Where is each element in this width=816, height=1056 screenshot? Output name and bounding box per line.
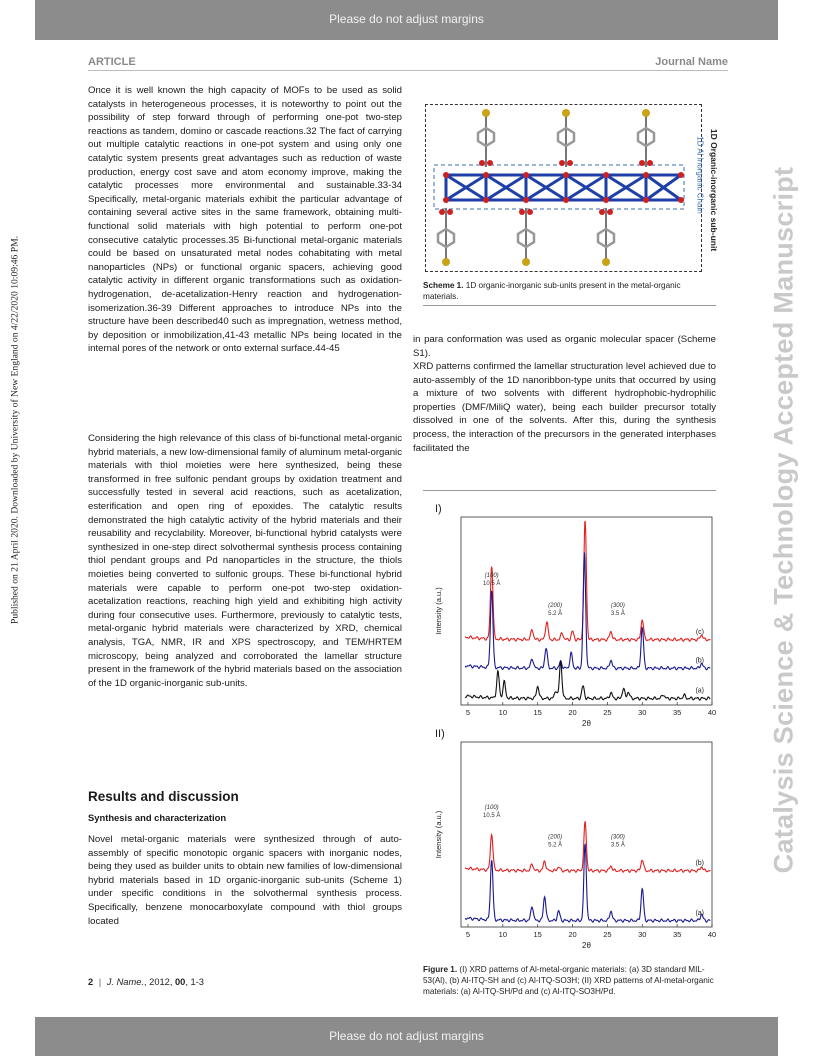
footer-page-number: 2: [88, 977, 94, 987]
intro-paragraph-2: [88, 432, 402, 690]
oxygen-atom: [647, 160, 653, 166]
oxygen-atom: [563, 172, 569, 178]
intro-paragraph-1: [88, 84, 402, 356]
peak-annotation-distance: 10.5 Å: [482, 812, 501, 819]
x-tick-label: 40: [707, 930, 717, 939]
scheme-label-inner: [694, 135, 706, 215]
oxygen-atom: [643, 172, 649, 178]
x-tick-label: 5: [465, 708, 471, 717]
x-tick-label: 40: [707, 708, 717, 717]
scheme-1-structure: [426, 105, 701, 271]
panel-label: I): [435, 503, 442, 515]
series-label: (b): [695, 657, 704, 665]
oxygen-atom: [519, 209, 525, 215]
series-label: (c): [695, 628, 704, 636]
scheme-caption-label: Scheme 1.: [423, 281, 464, 290]
header-rule: [88, 70, 728, 71]
x-tick-label: 35: [672, 708, 682, 717]
peak-annotation-distance: 3.5 Å: [610, 842, 625, 849]
peak-annotation: (200): [548, 834, 563, 841]
sulfur-atom: [602, 258, 610, 266]
oxygen-atom: [527, 209, 533, 215]
oxygen-atom: [443, 172, 449, 178]
sulfur-atom: [442, 258, 450, 266]
x-tick-label: 20: [568, 708, 577, 717]
peak-annotation: (100): [484, 804, 499, 811]
x-tick-label: 30: [638, 708, 647, 717]
x-axis-label: 2θ: [582, 941, 591, 950]
right-paragraph-1: [413, 333, 716, 360]
article-label: ARTICLE: [88, 56, 136, 68]
subsection-heading: Synthesis and characterization: [88, 812, 227, 823]
series-label: (a): [695, 909, 704, 917]
synthesis-paragraph: [88, 833, 402, 928]
top-banner-text: Please do not adjust margins: [329, 12, 484, 26]
scheme-1-figure: [425, 104, 719, 272]
x-tick-label: 30: [638, 930, 647, 939]
figure-1-xrd-charts: [425, 492, 717, 952]
panel-label: II): [435, 728, 445, 740]
top-margin-banner: [35, 0, 778, 40]
bottom-banner-text: Please do not adjust margins: [329, 1029, 484, 1043]
footer-volume: 00: [175, 977, 186, 987]
accepted-manuscript-watermark: [764, 120, 804, 920]
oxygen-atom: [599, 209, 605, 215]
peak-annotation: (200): [548, 603, 563, 609]
oxygen-atom: [607, 209, 613, 215]
section-heading: Results and discussion: [88, 789, 239, 804]
synthesis-paragraph-text: Novel metal-organic materials were synthesized through of auto-assembly of specific monotopic organic spacers with inorganic nodes, being they used as builder units to obtain new families of low-dimensional hybrid materials based in 1D organic-inorganic sub-units (Scheme 1) under specific conditions in the solvothermal synthesis process. Specifically, benzene monocarboxylate compound with thiol groups located: [88, 834, 402, 927]
oxygen-atom: [643, 197, 649, 203]
oxygen-atom: [439, 209, 445, 215]
oxygen-atom: [523, 197, 529, 203]
page-footer: 2 | J. Name., 2012, 00, 1-3: [88, 977, 204, 987]
scheme-label-inner-text: 1D Al Inorganic Chain: [695, 136, 705, 214]
publication-stamp: [8, 210, 22, 650]
journal-name-label: Journal Name: [655, 56, 728, 68]
footer-journal: J. Name.: [106, 977, 144, 987]
footer-year: 2012: [149, 977, 170, 987]
figure-caption-label: Figure 1.: [423, 965, 458, 974]
scheme-caption-text: 1D organic-inorganic sub-units present in the metal-organic materials.: [423, 281, 681, 301]
scheme-1-caption: [423, 280, 718, 302]
xrd-series-line: [465, 845, 710, 923]
scheme-caption-rule: [423, 305, 716, 306]
oxygen-atom: [447, 209, 453, 215]
x-axis-label: 2θ: [582, 719, 591, 728]
y-axis-label: Intensity (a.u.): [434, 587, 443, 635]
sulfur-atom: [482, 109, 490, 117]
oxygen-atom: [678, 197, 684, 203]
figure-1: [425, 492, 717, 952]
x-tick-label: 35: [672, 930, 682, 939]
scheme-label-outer: [708, 128, 720, 252]
xrd-series-line: [465, 822, 710, 872]
right-paragraph-2: [413, 360, 716, 455]
oxygen-atom: [483, 172, 489, 178]
xrd-series-line: [465, 521, 710, 641]
oxygen-atom: [559, 160, 565, 166]
sulfur-atom: [562, 109, 570, 117]
oxygen-atom: [487, 160, 493, 166]
x-tick-label: 15: [533, 708, 542, 717]
footer-pages: 1-3: [190, 977, 204, 987]
peak-annotation-distance: 5.2 Å: [548, 611, 563, 617]
oxygen-atom: [678, 172, 684, 178]
x-tick-label: 20: [568, 930, 577, 939]
right-paragraph-2-text: XRD patterns confirmed the lamellar structuration level achieved due to auto-assembly of the 1D nanoribbon-type units that occurred by using a mixture of two solvents with different hydrophobic-hydrophilic properties (DMF/MiliQ water), being each builder precursor totally dissolved in one of the solvents. After this, during the synthesis process, the interaction of the precursors in the generated interphases facilitated the: [413, 361, 716, 454]
peak-annotation: (100): [484, 572, 499, 579]
oxygen-atom: [483, 197, 489, 203]
oxygen-atom: [603, 197, 609, 203]
oxygen-atom: [523, 172, 529, 178]
series-label: (b): [695, 860, 704, 868]
watermark-text: Catalysis Science & Technology Accepted Manuscript: [768, 166, 799, 874]
figure-top-rule: [423, 490, 716, 491]
oxygen-atom: [479, 160, 485, 166]
scheme-label-outer-text: 1D Organic-inorganic sub-unit: [709, 128, 719, 252]
x-tick-label: 25: [603, 708, 612, 717]
peak-annotation-distance: 5.2 Å: [548, 842, 563, 849]
publication-stamp-text: Published on 21 April 2020. Downloaded by University of New England on 4/22/2020 10:09:46 PM.: [9, 236, 21, 624]
x-tick-label: 10: [498, 708, 508, 717]
series-label: (a): [695, 687, 704, 695]
peak-annotation-distance: 10.5 Å: [482, 580, 501, 587]
figure-caption-text: (I) XRD patterns of Al-metal-organic materials: (a) 3D standard MIL-53(Al), (b) Al-ITQ-SH and (c) Al-ITQ-SO3H; (II) XRD patterns of Al-metal-organic materials: (a) Al-ITQ-SH/Pd and (c) Al-ITQ-SO3H/Pd.: [423, 965, 714, 996]
intro-paragraph-2-text: Considering the high relevance of this class of bi-functional metal-organic hybrid materials, a new low-dimensional family of aluminum metal-organic materials with thiol moieties were here synthesized, being these transformed in free sulfonic pendant groups by oxidation treatment and successfully tested in several acid reactions, such as acetalization, esterification and open ring of epoxides. The catalytic results demonstrated the high catalytic activity of the hybrid materials and their reusability and recyclability. Moreover, bi-functional hybrid catalysts were synthesized in one-step direct solvothermal synthesis process containing thiol pendant groups and Pd nanoparticles in the structure, the thiols moieties being converted to sulfonic groups. These bi-functional hybrid materials were capable to perform one-pot two-step oxidation-acetalization reactions, reaching high yield and exhibiting high activity during four consecutive uses. Furthermore, previously to catalytic tests, metal-organic hybrid materials were characterized by XRD, chemical analysis, TGA, NMR, IR and XPS spectroscopy, and TEM/HRTEM microscopy, being analyzed and corroborated the lamellar structure present in the framework of the hybrid materials based on the association of the 1D organic-inorganic sub-units.: [88, 433, 402, 689]
x-tick-label: 15: [533, 930, 542, 939]
sulfur-atom: [642, 109, 650, 117]
oxygen-atom: [639, 160, 645, 166]
oxygen-atom: [567, 160, 573, 166]
y-axis-label: Intensity (a.u.): [434, 810, 443, 859]
oxygen-atom: [603, 172, 609, 178]
bottom-margin-banner: [35, 1017, 778, 1056]
peak-annotation: (300): [610, 834, 625, 841]
sulfur-atom: [522, 258, 530, 266]
x-tick-label: 10: [498, 930, 508, 939]
x-tick-label: 5: [465, 930, 471, 939]
peak-annotation-distance: 3.5 Å: [610, 611, 625, 617]
xrd-series-line: [465, 552, 710, 669]
oxygen-atom: [443, 197, 449, 203]
figure-1-caption: [423, 964, 723, 997]
right-paragraph-1-text: in para conformation was used as organic molecular spacer (Scheme S1).: [413, 334, 716, 359]
x-tick-label: 25: [603, 930, 612, 939]
oxygen-atom: [563, 197, 569, 203]
intro-paragraph-1-text: Once it is well known the high capacity of MOFs to be used as solid catalysts in heterogeneous processes, it is noteworthy to point out the possibility of step forward through of performing one-pot two-step reactions as tandem, domino or cascade reactions.32 The fact of carrying out multiple catalytic reactions in one-pot system and using only one catalytic system presents great advantages such as reduction of waste production, energy cost save and atom economy improve, making the catalytic processes more environmental and sustainable.33-34 Specifically, metal-organic materials exhibit the particular advantage of containing several active sites in the same framework, obtaining multi-functional solid materials with high potential to perform one-pot consecutive catalytic processes.35 Bi-functional metal-organic materials could be based on unsaturated metal nodes cohabitating with metal nanoparticles (NPs) or functional organic spacers, achieving good catalytic activity in different organic transformations such as oxidation-hydrogenation, de-acetalization-Henry reaction and hydrogenation-isomerization.36-39 Different approaches to introduce NPs into the structure have been described40 such as impregnation, wetness method, by deposition or inmobilization,41-43 metallic NPs being located in the internal pores of the network or onto external surface.44-45: [88, 85, 402, 355]
peak-annotation: (300): [610, 603, 625, 609]
